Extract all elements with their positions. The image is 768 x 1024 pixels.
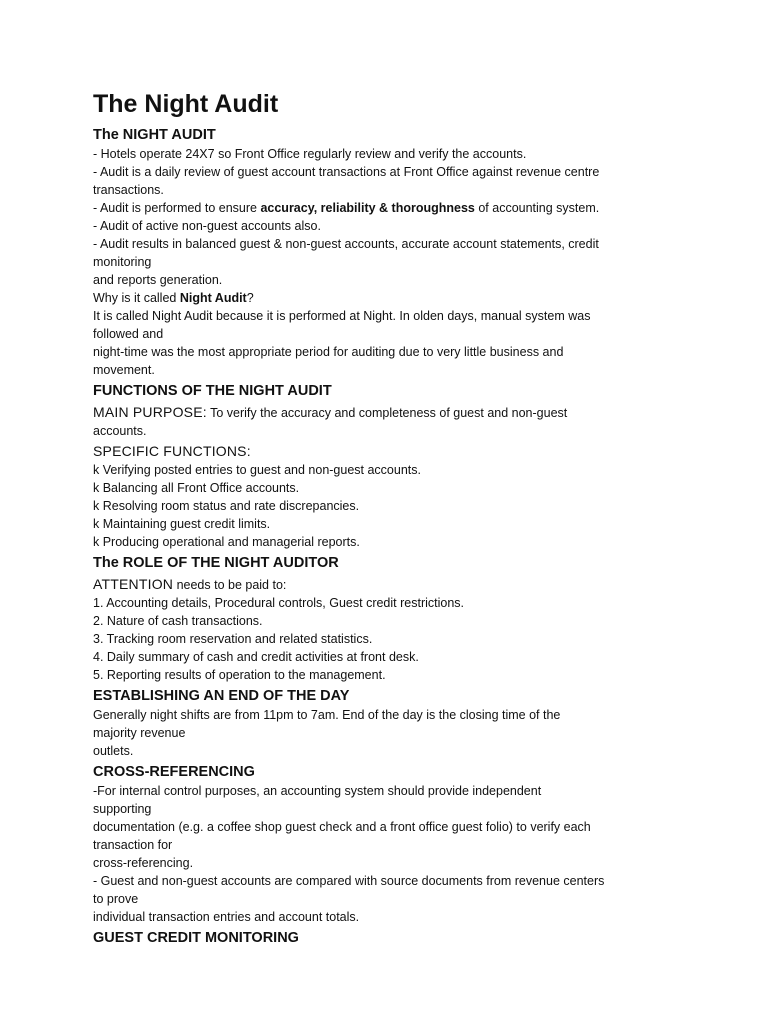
- section-functions: [93, 382, 688, 551]
- label-main-purpose: MAIN PURPOSE:: [93, 404, 207, 420]
- text-line: documentation (e.g. a coffee shop guest check and a front office guest folio) to verify each: [93, 820, 591, 834]
- text-line: - Hotels operate 24X7 so Front Office regularly review and verify the accounts.: [93, 147, 527, 161]
- heading-cross-referencing: CROSS-REFERENCING: [93, 764, 255, 780]
- section-end-of-day: [93, 687, 688, 760]
- heading-night-audit: The NIGHT AUDIT: [93, 127, 216, 143]
- text-line: transactions.: [93, 183, 164, 197]
- heading-role: The ROLE OF THE NIGHT AUDITOR: [93, 555, 339, 571]
- list-item: 2. Nature of cash transactions.: [93, 614, 263, 628]
- text-line: majority revenue: [93, 726, 186, 740]
- text-line: [93, 289, 688, 307]
- text-line: and reports generation.: [93, 273, 223, 287]
- text-run: needs to be paid to:: [173, 578, 287, 592]
- text-line: to prove: [93, 892, 139, 906]
- list-item: k Producing operational and managerial reports.: [93, 535, 360, 549]
- text-line: accounts.: [93, 424, 147, 438]
- section-guest-credit: [93, 929, 688, 948]
- text-line: - Audit is a daily review of guest account transactions at Front Office against revenue centre: [93, 165, 600, 179]
- heading-end-of-day: ESTABLISHING AN END OF THE DAY: [93, 688, 350, 704]
- text-line: - Audit of active non-guest accounts also.: [93, 219, 321, 233]
- text-line: [93, 403, 688, 422]
- bold-phrase: accuracy, reliability & thoroughness: [260, 201, 475, 215]
- section-cross-referencing: [93, 763, 688, 926]
- list-item: k Balancing all Front Office accounts.: [93, 481, 300, 495]
- text-line: - Audit results in balanced guest & non-guest accounts, accurate account statements, credit: [93, 237, 599, 251]
- list-item: 5. Reporting results of operation to the management.: [93, 668, 386, 682]
- text-line: monitoring: [93, 255, 152, 269]
- text-line: [93, 575, 688, 594]
- section-role: [93, 554, 688, 684]
- text-line: - Guest and non-guest accounts are compared with source documents from revenue centers: [93, 874, 605, 888]
- bold-phrase: Night Audit: [179, 291, 247, 305]
- list-item: k Resolving room status and rate discrepancies.: [93, 499, 360, 513]
- text-run: To verify the accuracy and completeness of guest and non-guest: [206, 406, 568, 420]
- text-line: followed and: [93, 327, 164, 341]
- text-line: [93, 442, 688, 461]
- text-line: [93, 199, 688, 217]
- list-item: k Maintaining guest credit limits.: [93, 517, 271, 531]
- label-specific-functions: SPECIFIC FUNCTIONS:: [93, 443, 251, 459]
- section-night-audit: [93, 126, 688, 379]
- text-line: movement.: [93, 363, 155, 377]
- document-title: The Night Audit: [93, 90, 279, 118]
- text-line: individual transaction entries and account totals.: [93, 910, 360, 924]
- text-line: It is called Night Audit because it is performed at Night. In olden days, manual system was: [93, 309, 591, 323]
- text-line: cross-referencing.: [93, 856, 194, 870]
- list-item: 3. Tracking room reservation and related statistics.: [93, 632, 373, 646]
- text-line: outlets.: [93, 744, 134, 758]
- heading-functions: FUNCTIONS OF THE NIGHT AUDIT: [93, 383, 332, 399]
- list-item: 4. Daily summary of cash and credit activities at front desk.: [93, 650, 419, 664]
- text-run: ?: [246, 291, 254, 305]
- text-line: -For internal control purposes, an accounting system should provide independent: [93, 784, 542, 798]
- text-line: Generally night shifts are from 11pm to 7am. End of the day is the closing time of the: [93, 708, 561, 722]
- text-run: Why is it called: [93, 291, 180, 305]
- list-item: 1. Accounting details, Procedural controls, Guest credit restrictions.: [93, 596, 465, 610]
- list-item: k Verifying posted entries to guest and non-guest accounts.: [93, 463, 421, 477]
- text-run: - Audit is performed to ensure: [93, 201, 261, 215]
- label-attention: ATTENTION: [93, 576, 174, 592]
- text-run: of accounting system.: [474, 201, 600, 215]
- heading-guest-credit: GUEST CREDIT MONITORING: [93, 930, 299, 946]
- text-line: supporting: [93, 802, 152, 816]
- text-line: transaction for: [93, 838, 173, 852]
- text-line: night-time was the most appropriate period for auditing due to very little business and: [93, 345, 564, 359]
